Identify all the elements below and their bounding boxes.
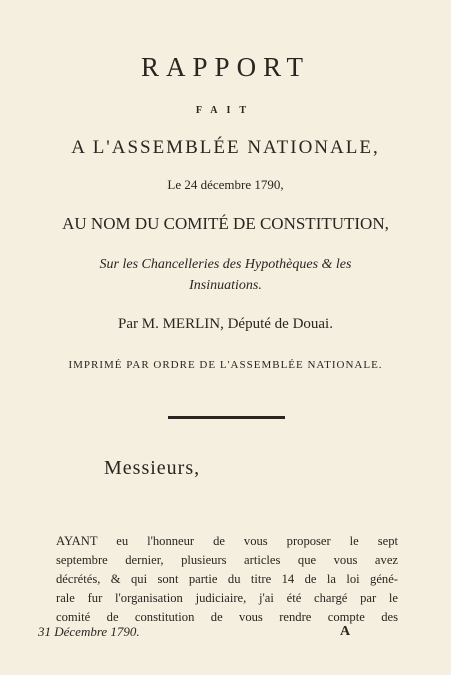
- body-line: décrétés, & qui sont partie du titre 14 de la loi géné-: [56, 572, 398, 586]
- assemblee-heading: A L'ASSEMBLÉE NATIONALE,: [71, 137, 380, 158]
- subject-line-2: Insinuations.: [189, 278, 262, 293]
- divider-rule: [168, 416, 285, 419]
- body-line: rale fur l'organisation judiciaire, j'ai été chargé par le: [56, 591, 398, 605]
- document-title: RAPPORT: [141, 52, 310, 82]
- body-line: comité de constitution de vous rendre compte des: [56, 610, 398, 624]
- author-line: Par M. MERLIN, Député de Douai.: [118, 316, 333, 332]
- body-line: septembre dernier, plusieurs articles que vous avez: [56, 553, 398, 567]
- body-line: AYANT eu l'honneur de vous proposer le sept: [56, 534, 398, 548]
- footer-date: 31 Décembre 1790.: [38, 624, 140, 639]
- salutation: Messieurs,: [104, 457, 201, 479]
- imprime-line: IMPRIMÉ PAR ORDRE DE L'ASSEMBLÉE NATIONALE.: [68, 359, 383, 371]
- subject-line-1: Sur les Chancelleries des Hypothèques & les: [99, 257, 352, 272]
- report-date: Le 24 décembre 1790,: [167, 177, 284, 192]
- comite-heading: AU NOM DU COMITÉ DE CONSTITUTION,: [62, 214, 389, 233]
- fait-label: FAIT: [195, 105, 256, 116]
- signature-mark: A: [340, 624, 351, 639]
